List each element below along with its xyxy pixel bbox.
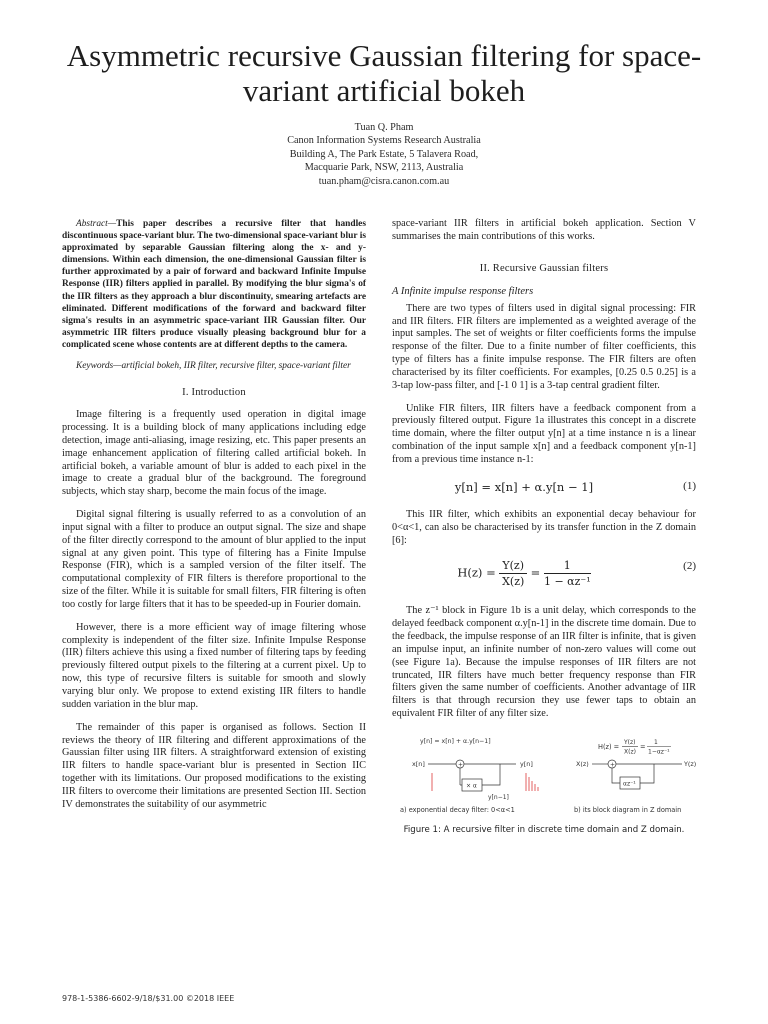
author-affiliation: Canon Information Systems Research Australia — [287, 135, 481, 147]
section-heading-introduction: I. Introduction — [182, 387, 246, 399]
fig-a-sum-sign: + — [458, 761, 464, 769]
fig-a-multiplier-label: × α — [466, 782, 477, 790]
right-column — [392, 218, 696, 835]
intro-paragraph-1: Image filtering is a frequently used operation in digital image processing. It is a building block of many applications including edge detection, image anti-aliasing, image resizing, etc. This paper presents an image enhancement application of filtering called artificial bokeh. In artificial bokeh, a variable amount of blur is added to each pixel in the image to create a gradual blur of the background. The foreground subjects, which stay sharp, become the main focus of the image. — [62, 409, 366, 498]
fig-b-sum-sign: + — [610, 761, 616, 769]
fig-b-f1-numerator: Y(z) — [624, 738, 636, 746]
paper-title: Asymmetric recursive Gaussian filtering for space-variant artificial bokeh — [66, 38, 702, 108]
author-name: Tuan Q. Pham — [354, 122, 414, 133]
equation-2-fraction-2-numerator: 1 — [544, 559, 591, 574]
recursive-paragraph-1: There are two types of filters used in digital signal processing: FIR and IIR filters. FIR filters are implemented as a weighted average of the input samples. The set of weights or filter coefficients forms the impulse response of the filter. Due to a finite number of filter coefficients, this type of filters has a finite impulse response. The FIR filters are often characterised by its filter coefficients. For examples, [0.25 0.5 0.25] is a 3-tap low-pass filter, and [-1 0 1] is a 3-tap central gradient filter. — [392, 302, 696, 391]
fig-a-input-label: x[n] — [412, 759, 425, 768]
abstract-text: This paper describes a recursive filter that handles discontinuous space-variant blur. The two-dimensional space-variant blur is approximated by separable Gaussian filtering along the x- and y-dimensions. Within each dimension, the one-dimensional Gaussian filter is further approximated by a pair of forward and backward Infinite Impulse Response (IIR) filters applied in parallel. By modifying the blur sigma's of the IIR filters as they approach a blur discontinuity, smearing artefacts are eliminated. Different modifications of the forward and backward filter sigma's results in an asymmetric space-variant IIR Gaussian filter. Our asymmetric IIR filters produce visually pleasing background blur for a complicated scene whose contents are at different depths to the camera. — [62, 219, 366, 350]
equation-2-equals: = — [530, 565, 541, 580]
intro-paragraph-3: However, there is a more efficient way of image filtering whose complexity is independent of the filter size. Infinite Impulse Response (IIR) filters achieve this using a fixed number of filtering taps by feeding previously filtered output pixels to the filtering at a current pixel. Up to now, this type of recursive filters is suitable for smooth and slowly varying blur only. We propose to extend existing IIR filters to handle sudden variation in the blur map. — [62, 621, 366, 710]
equation-2-fraction-1 — [499, 559, 527, 588]
fig-b-f2-numerator: 1 — [654, 738, 658, 746]
fig-a-feedback-line — [482, 764, 500, 785]
fig-a-output-label: y[n] — [520, 759, 533, 768]
fig-b-delay-label: αz⁻¹ — [623, 780, 636, 788]
equation-2-fraction-1-denominator: X(z) — [502, 575, 525, 589]
equation-2-fraction-2-denominator: 1 − αz⁻¹ — [543, 575, 591, 589]
equation-2 — [392, 555, 696, 597]
author-block — [200, 121, 568, 188]
fig-b-output-label: Y(z) — [684, 759, 696, 768]
fig-b-f2-denominator: 1−αz⁻¹ — [648, 748, 670, 756]
equation-2-fraction-2 — [544, 559, 591, 588]
intro-paragraph-4-continued: space-variant IIR filters in artificial bokeh application. Section V summarises the main contributions of this works. — [392, 218, 696, 242]
fig-b-input-label: X(z) — [576, 759, 589, 768]
author-address-line-2: Macquarie Park, NSW, 2113, Australia — [304, 162, 464, 174]
equation-1-body: y[n] = x[n] + α.y[n − 1] — [454, 479, 594, 494]
figure-1-caption: Figure 1: A recursive filter in discrete time domain and Z domain. — [403, 824, 685, 835]
recursive-paragraph-3: This IIR filter, which exhibits an exponential decay behaviour for 0<α<1, can also be characterised by its transfer function in the Z domain [6]: — [392, 508, 696, 546]
abstract-label: Abstract — [76, 219, 108, 229]
copyright-footer: 978-1-5386-6602-9/18/$31.00 ©2018 IEEE — [62, 994, 235, 1003]
equation-1 — [392, 475, 696, 501]
intro-paragraph-4: The remainder of this paper is organised as follows. Section II reviews the theory of IIR filtering and different approximations of the Gaussian filter using IIR filters. A straightforward extension of existing IIR filters to handle space-variant blur is presented in Section IIC together with its limitations. Our proposed modifications to the existing IIR filters to overcome their limitations are presented Section III. Section IV demonstrates the suitability of our asymmetric — [62, 721, 366, 810]
fig-b-caption: b) its block diagram in Z domain — [574, 805, 682, 814]
figure-1 — [392, 733, 696, 819]
recursive-paragraph-2: Unlike FIR filters, IIR filters have a feedback component from a previously filtered output. Figure 1a illustrates this concept in a discrete time domain, where the filter output y[n] at a time instance n is a linear combination of the input sample x[n] and a feedback component y[n-1] from a previous time instance n-1: — [392, 402, 696, 465]
keywords: Keywords—artificial bokeh, IIR filter, recursive filter, space-variant filter — [76, 361, 351, 372]
fig-a-caption: a) exponential decay filter: 0<α<1 — [400, 805, 515, 814]
svg-text:=: = — [640, 742, 646, 751]
abstract — [62, 218, 366, 351]
fig-b-f1-denominator: X(z) — [624, 748, 636, 756]
author-address-line-1: Building A, The Park Estate, 5 Talavera Road, — [289, 148, 479, 160]
left-column — [62, 218, 366, 812]
section-heading-recursive-gaussian: II. Recursive Gaussian filters — [479, 262, 609, 274]
equation-1-number: (1) — [683, 479, 696, 492]
fig-a-delay-label: y[n−1] — [488, 793, 509, 801]
author-email: tuan.pham@cisra.canon.com.au — [318, 175, 450, 187]
subsection-heading-iir: A Infinite impulse response filters — [392, 285, 534, 297]
fig-a-equation: y[n] = x[n] + α.y[n−1] — [420, 737, 491, 745]
fig-b-feedback-return — [612, 768, 620, 783]
fig-a-output-impulse-train — [526, 773, 538, 791]
intro-paragraph-2: Digital signal filtering is usually referred to as a convolution of an input signal with a filter to produce an output signal. The size and shape of the filter directly correspond to the amount of blur applied to the input signal at any given point. This type of filtering has a Finite Impulse Response (FIR), which is a sampled version of the filter itself. The computational complexity of FIR filters is therefore proportional to the size of the filter. While it is suitable for small filters, FIR filtering is often too costly for large filters that it has to be speeded-up in Fourier domain. — [62, 509, 366, 610]
abstract-dash: — — [107, 219, 117, 229]
figure-1-diagram — [392, 733, 696, 819]
fig-b-feedback-line — [640, 764, 654, 783]
equation-2-lhs: H(z) = — [457, 565, 496, 580]
equation-2-fraction-1-numerator: Y(z) — [499, 559, 527, 574]
recursive-paragraph-4: The z⁻¹ block in Figure 1b is a unit delay, which corresponds to the delayed feedback component α.y[n-1] in the discrete time domain. Due to the feedback, the impulse response of an IIR filter is infinite, that is given an impulse input, an infinite number of non-zero values will come out (see Figure 1a). Because the impulse responses of IIR filters are not truncated, IIR filters have much better frequency response than FIR filters given the same number of coefficients. Another advantage of IIR filters is that through recursion they use fewer taps to obtain an equivalent FIR filter of any filter size. — [392, 605, 696, 720]
equation-2-number: (2) — [683, 560, 696, 573]
fig-b-equation-lhs: H(z) = — [598, 742, 620, 751]
